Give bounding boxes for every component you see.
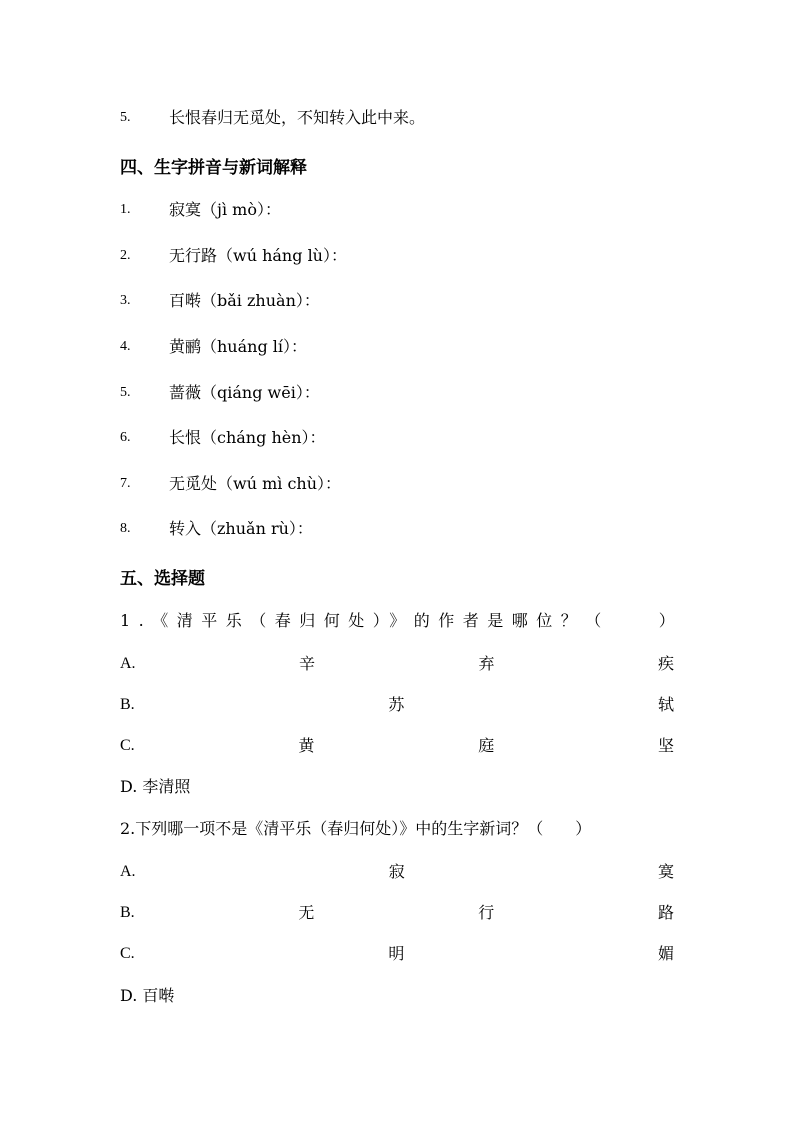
option-letter: A. [120,863,136,880]
option-char: 寂 [388,862,405,881]
question-1-text: 1.《清平乐（春归何处）》的作者是哪位？（ ） [120,611,684,630]
option-char: 坚 [657,736,674,755]
question-2-option-a [120,860,674,884]
option-char: 疾 [657,654,674,673]
item-text: 百啭（bǎi zhuàn）： [169,291,320,310]
vocab-item [120,517,674,541]
item-text: 黄鹂（huáng lí）： [169,337,308,356]
item-text: 转入（zhuǎn rù）： [169,519,313,538]
vocab-item [120,289,674,313]
option-char: 行 [478,903,495,922]
section-four-heading: 四、生字拼音与新词解释 [120,158,307,178]
question-1-option-c [120,734,674,758]
section-five-heading: 五、选择题 [120,569,205,589]
item-text: 长恨（cháng hèn）： [169,428,326,447]
option-char: 明 [388,944,405,963]
option-letter: A. [120,655,136,672]
option-char: 寞 [657,862,674,881]
vocab-item [120,244,674,268]
item-number: 3. [120,293,131,308]
item-number: 8. [120,521,131,536]
item-number: 4. [120,339,131,354]
option-char: 弃 [478,654,495,673]
option-char: 无 [298,903,315,922]
option-letter: B. [120,904,135,921]
item-text: 寂寞（jì mò）： [169,200,281,219]
question-2-text: 2.下列哪一项不是《清平乐（春归何处）》中的生字新词？（ ） [120,819,592,838]
option-letter: B. [120,696,135,713]
option-char: 辛 [299,654,316,673]
item-text: 蔷薇（qiáng wēi）： [169,383,320,402]
option-char: 媚 [657,944,674,963]
question-1-option-d: D. 李清照 [120,777,191,796]
item-text: 无行路（wú háng lù）： [169,246,347,265]
question-2-option-c [120,942,674,966]
vocab-item [120,381,674,405]
item-number: 7. [120,476,131,491]
option-char: 轼 [657,695,674,714]
item-number: 5. [120,385,131,400]
vocab-item [120,472,674,496]
item-number: 5. [120,110,131,125]
option-char: 路 [657,903,674,922]
option-letter: C. [120,945,135,962]
vocab-item [120,198,674,222]
option-char: 黄 [298,736,315,755]
question-2-option-b [120,901,674,925]
poem-line-item [120,106,674,130]
option-letter: C. [120,737,135,754]
item-number: 2. [120,248,131,263]
question-1-option-b [120,693,674,717]
question-1-option-a [120,652,674,676]
vocab-item [120,335,674,359]
item-text: 无觅处（wú mì chù）： [169,474,342,493]
option-char: 庭 [478,736,495,755]
option-char: 苏 [388,695,405,714]
item-number: 6. [120,430,131,445]
vocab-item [120,426,674,450]
item-number: 1. [120,202,131,217]
question-2-option-d: D. 百啭 [120,986,175,1005]
item-text: 长恨春归无觅处，不知转入此中来。 [169,108,426,127]
